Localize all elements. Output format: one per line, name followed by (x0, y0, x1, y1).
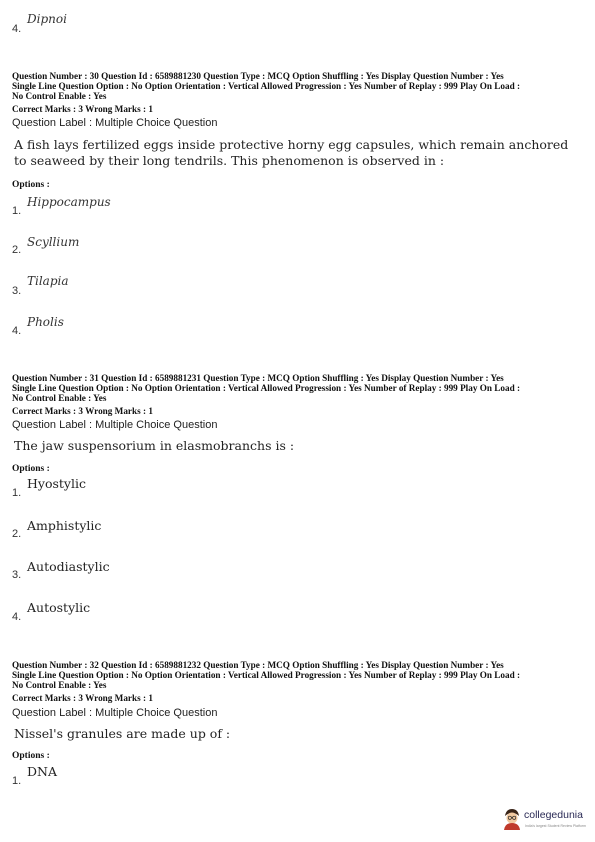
student-avatar-icon (502, 808, 522, 830)
q31-question-label: Question Label : Multiple Choice Question (12, 419, 218, 431)
q32-meta (12, 660, 587, 690)
q30-option-2-number: 2. (12, 244, 22, 256)
q32-meta-line-3: No Control Enable : Yes (12, 680, 107, 690)
logo-wordmark: collegedunia (524, 809, 583, 821)
q32-option-1-number: 1. (12, 775, 22, 787)
q31-meta-line-2: Single Line Question Option : No Option Orientation : Vertical Allowed Progression : Yes Number of Replay : 999 Play On Load : (12, 383, 521, 393)
q31-option-1-text: Hyostylic (27, 476, 86, 491)
q31-option-4-number: 4. (12, 611, 22, 623)
q31-option-2-number: 2. (12, 528, 22, 540)
q31-option-3-text: Autodiastylic (27, 559, 110, 574)
q32-option-1-text: DNA (27, 764, 57, 779)
q31-question-text: The jaw suspensorium in elasmobranchs is : (14, 438, 295, 453)
q30-question-label: Question Label : Multiple Choice Question (12, 117, 218, 129)
q30-option-3-number: 3. (12, 285, 22, 297)
q31-option-1-number: 1. (12, 487, 22, 499)
q30-question-text: A fish lays fertilized eggs inside protective horny egg capsules, which remain anchored to seaweed by their long tendrils. This phenomenon is observed in : (14, 137, 569, 168)
q32-question-label: Question Label : Multiple Choice Question (12, 707, 218, 719)
q30-option-4-text: Pholis (27, 315, 64, 329)
q30-marks: Correct Marks : 3 Wrong Marks : 1 (12, 104, 153, 114)
q31-meta-line-1: Question Number : 31 Question Id : 6589881231 Question Type : MCQ Option Shuffling : Yes Display Question Number : Yes (12, 373, 504, 383)
q30-option-1-text: Hippocampus (27, 195, 111, 209)
q29-option-4-number: 4. (12, 23, 22, 35)
q30-options-heading: Options : (12, 180, 50, 190)
collegedunia-logo (502, 805, 590, 835)
q32-question-text: Nissel's granules are made up of : (14, 726, 231, 741)
q30-option-2-text: Scyllium (27, 235, 80, 249)
q30-meta-line-3: No Control Enable : Yes (12, 91, 107, 101)
q30-meta (12, 71, 587, 101)
q31-option-3-number: 3. (12, 569, 22, 581)
q30-meta-line-2: Single Line Question Option : No Option Orientation : Vertical Allowed Progression : Yes Number of Replay : 999 Play On Load : (12, 81, 521, 91)
q30-meta-line-1: Question Number : 30 Question Id : 6589881230 Question Type : MCQ Option Shuffling : Yes Display Question Number : Yes (12, 71, 504, 81)
q31-meta (12, 373, 587, 403)
q30-option-4-number: 4. (12, 325, 22, 337)
q30-option-3-text: Tilapia (27, 274, 69, 288)
q31-options-heading: Options : (12, 464, 50, 474)
q30-option-1-number: 1. (12, 205, 22, 217)
q32-options-heading: Options : (12, 751, 50, 761)
q31-meta-line-3: No Control Enable : Yes (12, 393, 107, 403)
q32-marks: Correct Marks : 3 Wrong Marks : 1 (12, 693, 153, 703)
q29-option-4-text: Dipnoi (27, 12, 67, 26)
q31-option-2-text: Amphistylic (27, 518, 102, 533)
q32-meta-line-1: Question Number : 32 Question Id : 6589881232 Question Type : MCQ Option Shuffling : Yes Display Question Number : Yes (12, 660, 504, 670)
logo-tagline: India's largest Student Review Platform (525, 824, 586, 828)
q31-option-4-text: Autostylic (27, 600, 91, 615)
q32-meta-line-2: Single Line Question Option : No Option Orientation : Vertical Allowed Progression : Yes Number of Replay : 999 Play On Load : (12, 670, 521, 680)
q31-marks: Correct Marks : 3 Wrong Marks : 1 (12, 406, 153, 416)
